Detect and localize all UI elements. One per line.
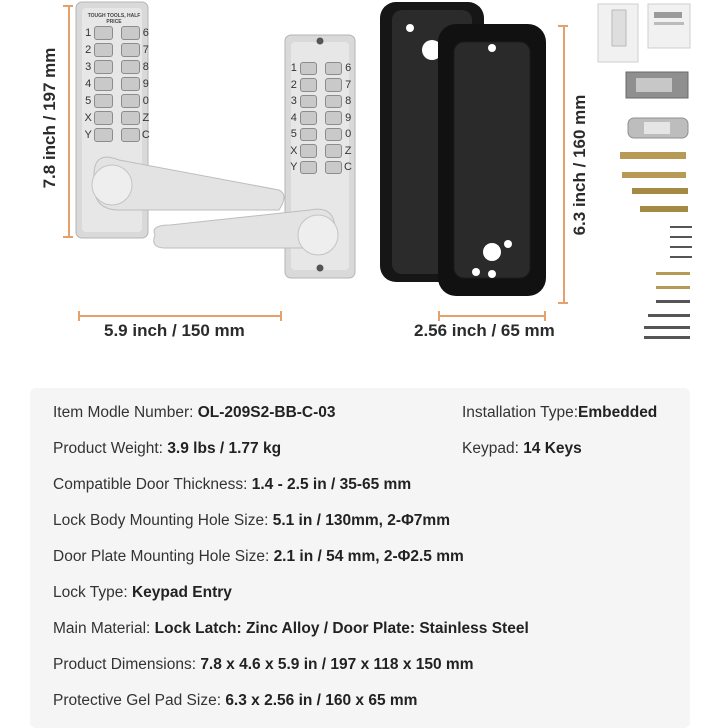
accessories	[592, 0, 720, 350]
spec-install: Installation Type:Embedded	[462, 404, 658, 421]
keypad-key-label: 5	[290, 128, 297, 141]
keypad-button[interactable]	[94, 77, 113, 91]
height-tick-bottom	[63, 236, 73, 238]
keypad-key-label: C	[344, 161, 352, 174]
spec-lock-hole: Lock Body Mounting Hole Size: 5.1 in / 130mm, 2-Φ7mm	[53, 512, 450, 529]
keypad-key-label: 7	[345, 78, 352, 91]
lock-back-keypad	[290, 60, 352, 176]
keypad-row	[290, 159, 352, 176]
keypad-row	[84, 109, 150, 126]
keypad-button[interactable]	[300, 111, 317, 125]
keypad-key-label: 8	[345, 95, 352, 108]
keypad-row	[290, 110, 352, 127]
lock-width-tick-left	[78, 311, 80, 321]
keypad-key-label: Z	[142, 111, 150, 124]
lock-front-brand: TOUGH TOOLS, HALF PRICE	[87, 13, 141, 25]
spec-gel-pad: Protective Gel Pad Size: 6.3 x 2.56 in / 160 x 65 mm	[53, 692, 418, 709]
keypad-key-label: 0	[142, 94, 149, 107]
gel-pad-front	[436, 22, 551, 300]
keypad-row	[84, 41, 150, 58]
keypad-button[interactable]	[121, 94, 140, 108]
keypad-button[interactable]	[300, 78, 317, 92]
keypad-key-label: Z	[344, 144, 352, 157]
keypad-button[interactable]	[325, 128, 342, 142]
lock-width-label: 5.9 inch / 150 mm	[104, 321, 245, 340]
keypad-button[interactable]	[300, 161, 317, 175]
pad-width-label: 2.56 inch / 65 mm	[414, 321, 555, 340]
keypad-button[interactable]	[325, 161, 342, 175]
keypad-key-label: 1	[290, 62, 297, 75]
keypad-key-label: Y	[290, 161, 298, 174]
keypad-button[interactable]	[121, 26, 140, 40]
pad-height-line	[563, 25, 565, 303]
spec-lock-type: Lock Type: Keypad Entry	[53, 584, 232, 601]
keypad-button[interactable]	[94, 60, 113, 74]
height-dimension-line	[68, 5, 70, 237]
keypad-key-label: Y	[84, 128, 92, 141]
keypad-button[interactable]	[121, 128, 140, 142]
keypad-row	[290, 93, 352, 110]
keypad-key-label: 2	[85, 43, 92, 56]
spec-model: Item Modle Number: OL-209S2-BB-C-03	[53, 404, 336, 421]
keypad-button[interactable]	[300, 95, 317, 109]
keypad-key-label: 5	[85, 94, 92, 107]
keypad-button[interactable]	[325, 62, 342, 76]
pad-height-tick-top	[558, 25, 568, 27]
keypad-row	[84, 75, 150, 92]
lock-width-tick-right	[280, 311, 282, 321]
keypad-button[interactable]	[121, 77, 140, 91]
keypad-button[interactable]	[300, 62, 317, 76]
keypad-row	[84, 58, 150, 75]
keypad-key-label: X	[84, 111, 92, 124]
keypad-key-label: X	[290, 144, 298, 157]
keypad-button[interactable]	[94, 26, 113, 40]
keypad-row	[290, 126, 352, 143]
keypad-key-label: 7	[142, 43, 149, 56]
keypad-button[interactable]	[94, 94, 113, 108]
pad-width-tick-left	[438, 311, 440, 321]
pad-width-tick-right	[544, 311, 546, 321]
keypad-key-label: 9	[345, 111, 352, 124]
keypad-row	[290, 77, 352, 94]
keypad-button[interactable]	[325, 111, 342, 125]
height-tick-top	[63, 5, 73, 7]
keypad-row	[290, 143, 352, 160]
lock-height-label: 7.8 inch / 197 mm	[40, 47, 59, 189]
keypad-key-label: 3	[290, 95, 297, 108]
keypad-button[interactable]	[94, 111, 113, 125]
keypad-key-label: 0	[345, 128, 352, 141]
keypad-button[interactable]	[300, 144, 317, 158]
keypad-key-label: 6	[142, 26, 149, 39]
keypad-button[interactable]	[300, 128, 317, 142]
lock-front-keypad	[84, 24, 150, 143]
keypad-button[interactable]	[325, 78, 342, 92]
keypad-button[interactable]	[325, 144, 342, 158]
keypad-button[interactable]	[325, 95, 342, 109]
keypad-key-label: 8	[142, 60, 149, 73]
pad-width-line	[438, 315, 546, 317]
spec-keypad: Keypad: 14 Keys	[462, 440, 582, 457]
keypad-key-label: 1	[85, 26, 92, 39]
keypad-button[interactable]	[121, 43, 140, 57]
spec-plate-hole: Door Plate Mounting Hole Size: 2.1 in / 54 mm, 2-Φ2.5 mm	[53, 548, 464, 565]
keypad-button[interactable]	[121, 111, 140, 125]
keypad-row	[84, 92, 150, 109]
spec-thickness: Compatible Door Thickness: 1.4 - 2.5 in / 35-65 mm	[53, 476, 412, 493]
spec-material: Main Material: Lock Latch: Zinc Alloy / Door Plate: Stainless Steel	[53, 620, 529, 637]
spec-dimensions: Product Dimensions: 7.8 x 4.6 x 5.9 in / 197 x 118 x 150 mm	[53, 656, 474, 673]
spec-weight: Product Weight: 3.9 lbs / 1.77 kg	[53, 440, 282, 457]
keypad-row	[84, 126, 150, 143]
keypad-button[interactable]	[94, 128, 113, 142]
keypad-row	[290, 60, 352, 77]
keypad-key-label: C	[141, 128, 150, 141]
pad-height-tick-bottom	[558, 302, 568, 304]
keypad-key-label: 6	[345, 62, 352, 75]
keypad-key-label: 2	[290, 78, 297, 91]
lock-width-line	[78, 315, 282, 317]
keypad-key-label: 3	[85, 60, 92, 73]
pad-height-label: 6.3 inch / 160 mm	[570, 94, 589, 236]
keypad-key-label: 4	[85, 77, 92, 90]
keypad-key-label: 4	[290, 111, 297, 124]
keypad-button[interactable]	[121, 60, 140, 74]
keypad-button[interactable]	[94, 43, 113, 57]
keypad-key-label: 9	[142, 77, 149, 90]
keypad-row	[84, 24, 150, 41]
